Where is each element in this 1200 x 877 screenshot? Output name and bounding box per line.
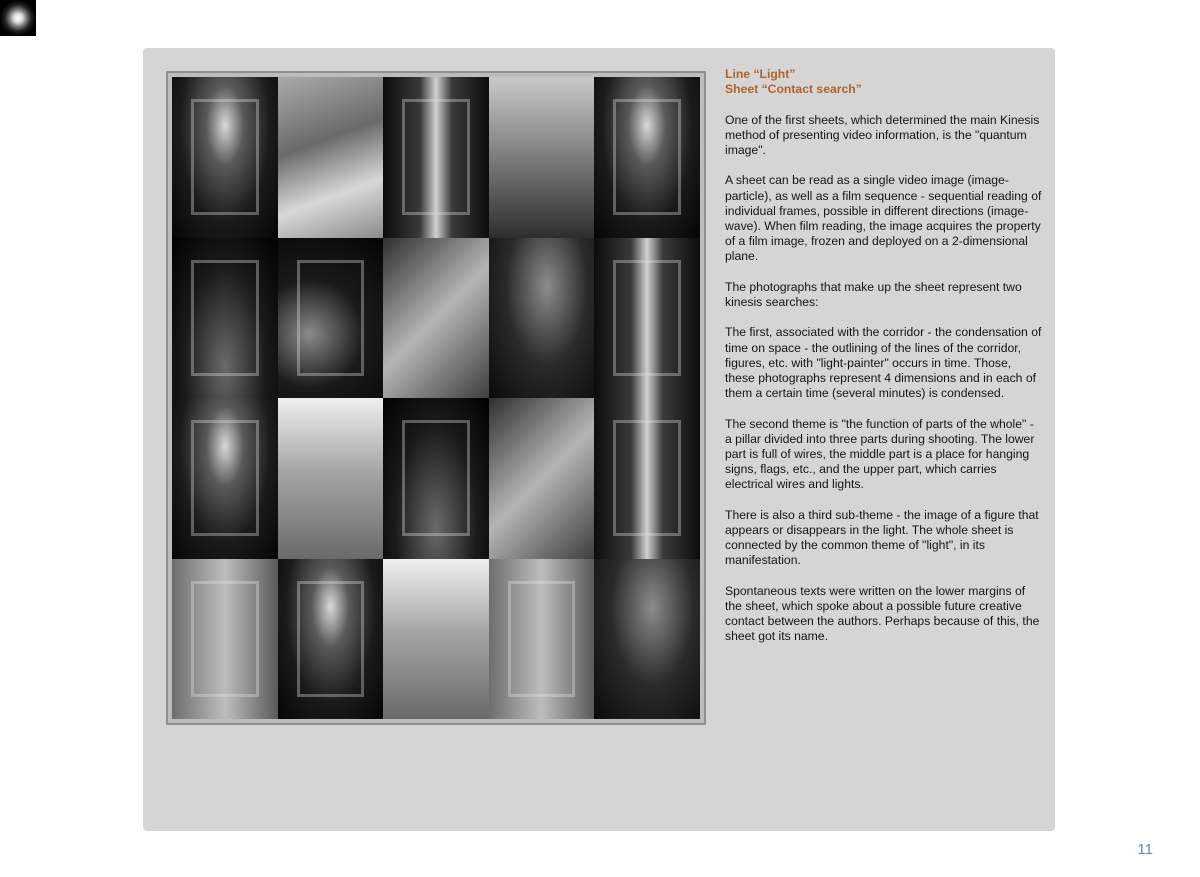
description-column <box>725 67 1043 660</box>
line-title: Line “Light” <box>725 67 796 81</box>
light-orb-icon <box>0 0 36 36</box>
photo-frame <box>172 238 278 399</box>
photo-frame <box>278 77 384 238</box>
photo-frame <box>383 559 489 720</box>
photo-frame <box>489 77 595 238</box>
photo-frame <box>489 559 595 720</box>
photo-frame <box>594 559 700 720</box>
photo-frame <box>489 238 595 399</box>
paragraph: A sheet can be read as a single video image (image-particle), as well as a film sequence - sequential reading of individual frames, possible in different directions (image-wave). When film reading, the image acquires the property of a film image, frozen and deployed on a 2-dimensional plane. <box>725 173 1042 264</box>
contact-sheet-photo <box>166 71 706 725</box>
photo-frame <box>383 398 489 559</box>
photo-grid <box>172 77 700 719</box>
paragraph: One of the first sheets, which determined the main Kinesis method of presenting video information, is the "quantum image". <box>725 112 1040 157</box>
photo-frame <box>278 398 384 559</box>
paragraph: There is also a third sub-theme - the image of a figure that appears or disappears in the light. The whole sheet is connected by the common theme of "light", in its manifestation. <box>725 507 1039 568</box>
photo-frame <box>489 398 595 559</box>
sheet-title: Sheet “Contact search” <box>725 82 862 97</box>
photo-frame <box>383 77 489 238</box>
photo-frame <box>172 398 278 559</box>
photo-frame <box>383 238 489 399</box>
photo-frame <box>172 77 278 238</box>
page-number: 11 <box>1137 841 1153 858</box>
photo-frame <box>594 398 700 559</box>
paragraph: The photographs that make up the sheet represent two kinesis searches: <box>725 279 1022 309</box>
photo-frame <box>172 559 278 720</box>
photo-frame <box>278 238 384 399</box>
paragraph: The second theme is "the function of parts of the whole" - a pillar divided into three parts during shooting. The lower part is full of wires, the middle part is a place for hanging signs, flags, etc., and the upper part, which carries electrical wires and lights. <box>725 416 1035 492</box>
paragraph: Spontaneous texts were written on the lower margins of the sheet, which spoke about a possible future creative contact between the authors. Perhaps because of this, the sheet got its name. <box>725 583 1040 644</box>
photo-frame <box>278 559 384 720</box>
photo-frame <box>594 77 700 238</box>
photo-frame <box>594 238 700 399</box>
paragraph: The first, associated with the corridor - the condensation of time on space - the outlining of the lines of the corridor, figures, etc. with "light-painter" occurs in time. Those, these photographs represent 4 dimensions and in each of them a certain time (several minutes) is condensed. <box>725 325 1042 401</box>
